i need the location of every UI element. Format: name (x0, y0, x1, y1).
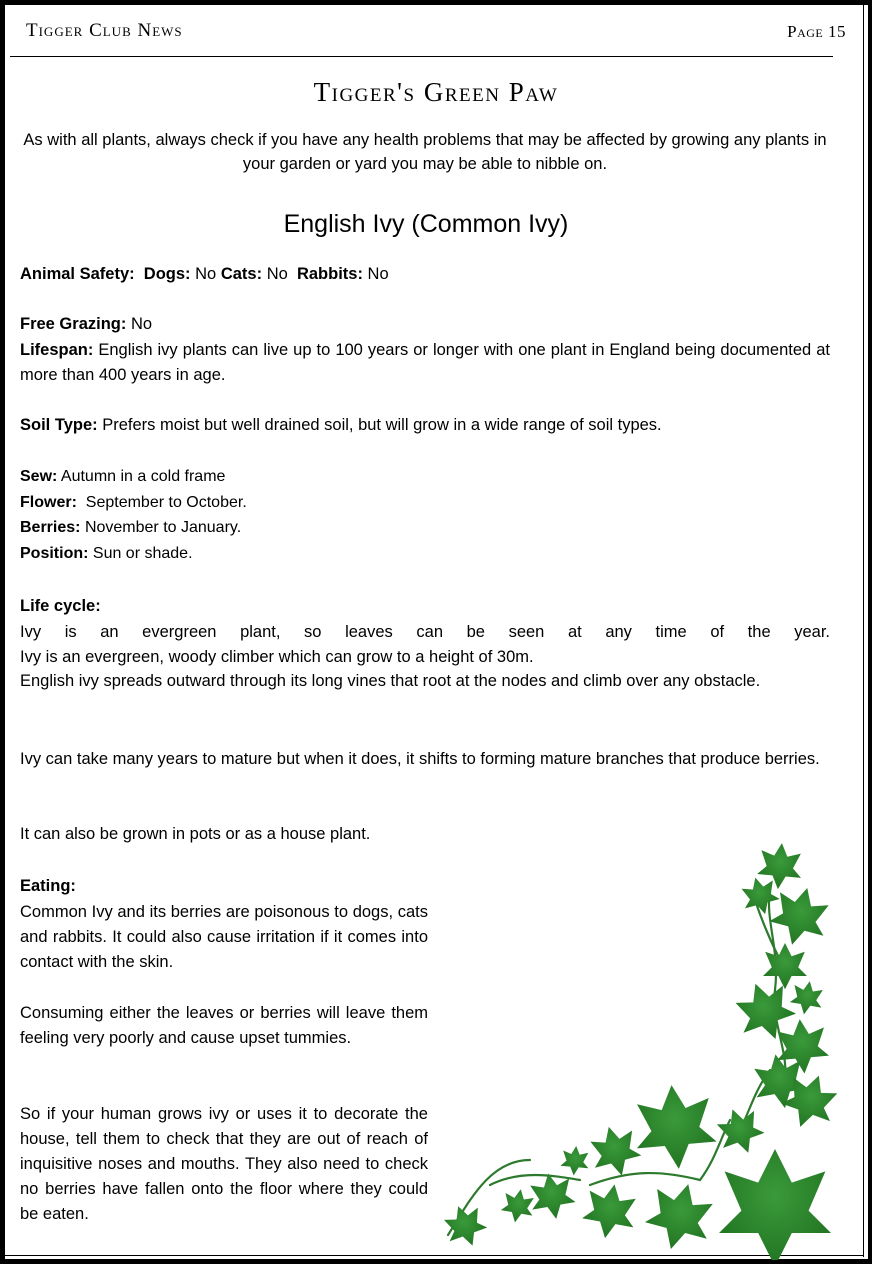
animal-safety-line (20, 262, 830, 288)
growing-info (20, 464, 830, 566)
dogs-value: No (195, 265, 217, 283)
house-plant-para: It can also be grown in pots or as a house plant. (20, 825, 371, 843)
rabbits-value: No (367, 265, 389, 283)
lifespan-line: Lifespan: English ivy plants can live up to 100 years or longer with one plant in England being documented at more than 400 years in age. (20, 340, 830, 384)
eating-para: Consuming either the leaves or berries will leave them feeling very poorly and cause upset tummies. (20, 1004, 428, 1047)
plant-heading: English Ivy (Common Ivy) (283, 210, 569, 238)
free-grazing-line: Free Grazing: No (20, 315, 153, 333)
ivy-leaf (788, 978, 825, 1017)
page-header (26, 20, 846, 48)
maturity-para: Ivy can take many years to mature but when it does, it shifts to forming mature branches that produce berries. (20, 750, 820, 768)
page-number: Page 15 (787, 22, 846, 41)
grazing-lifespan-section (20, 312, 830, 389)
eating-label: Eating: (20, 877, 76, 895)
ivy-leaf (499, 1186, 536, 1225)
ivy-leaf (765, 881, 834, 952)
ivy-leaf (719, 1149, 831, 1260)
ivy-leaf (560, 1145, 590, 1177)
eating-para: So if your human grows ivy or uses it to decorate the house, tell them to check that they are out of reach of inquisitive noses and mouths. They also need to check no berries have fallen onto the floor where they could be eaten. (20, 1105, 428, 1223)
animal-safety-label: Animal Safety: (20, 265, 135, 283)
header-divider (10, 56, 833, 57)
position-line: Position: Sun or shade. (20, 544, 193, 562)
ivy-leaf (640, 1176, 719, 1257)
page-border-left (0, 0, 5, 1264)
rabbits-label: Rabbits: (296, 265, 363, 283)
page-title: Tigger's Green Paw (313, 77, 559, 107)
berries-line: Berries: November to January. (20, 519, 242, 536)
page-border-top (0, 0, 872, 5)
ivy-leaf (586, 1121, 645, 1182)
ivy-leaf (579, 1180, 640, 1243)
dogs-label: Dogs: (143, 265, 191, 283)
ivy-leaf (756, 841, 804, 891)
life-cycle-para: English ivy spreads outward through its long vines that root at the nodes and climb over any obstacle. (20, 672, 761, 690)
life-cycle-para: Ivy is an evergreen plant, so leaves can be seen at any time of the year. (20, 623, 830, 641)
ivy-leaf (712, 1102, 769, 1160)
sew-line: Sew: Autumn in a cold frame (20, 468, 226, 485)
publication-name: Tigger Club News (26, 20, 183, 41)
eating-para: Common Ivy and its berries are poisonous to dogs, cats and rabbits. It could also cause irritation if it comes into contact with the skin. (20, 903, 428, 971)
ivy-vine-illustration (430, 840, 870, 1260)
life-cycle-para: Ivy is an evergreen, woody climber which can grow to a height of 30m. (20, 647, 534, 666)
ivy-leaf (763, 943, 807, 989)
cats-label: Cats: (220, 265, 263, 283)
flower-line: Flower: September to October. (20, 493, 247, 511)
life-cycle-label: Life cycle: (20, 597, 101, 615)
ivy-leaf (632, 1082, 719, 1173)
soil-type-line: Soil Type: Prefers moist but well drained soil, but will grow in a wide range of soil types. (20, 416, 662, 434)
life-cycle-section (20, 620, 830, 694)
intro-text: As with all plants, always check if you have any health problems that may be affected by growing any plants in your garden or yard you may be able to nibble on. (23, 131, 827, 173)
cats-value: No (266, 265, 288, 283)
